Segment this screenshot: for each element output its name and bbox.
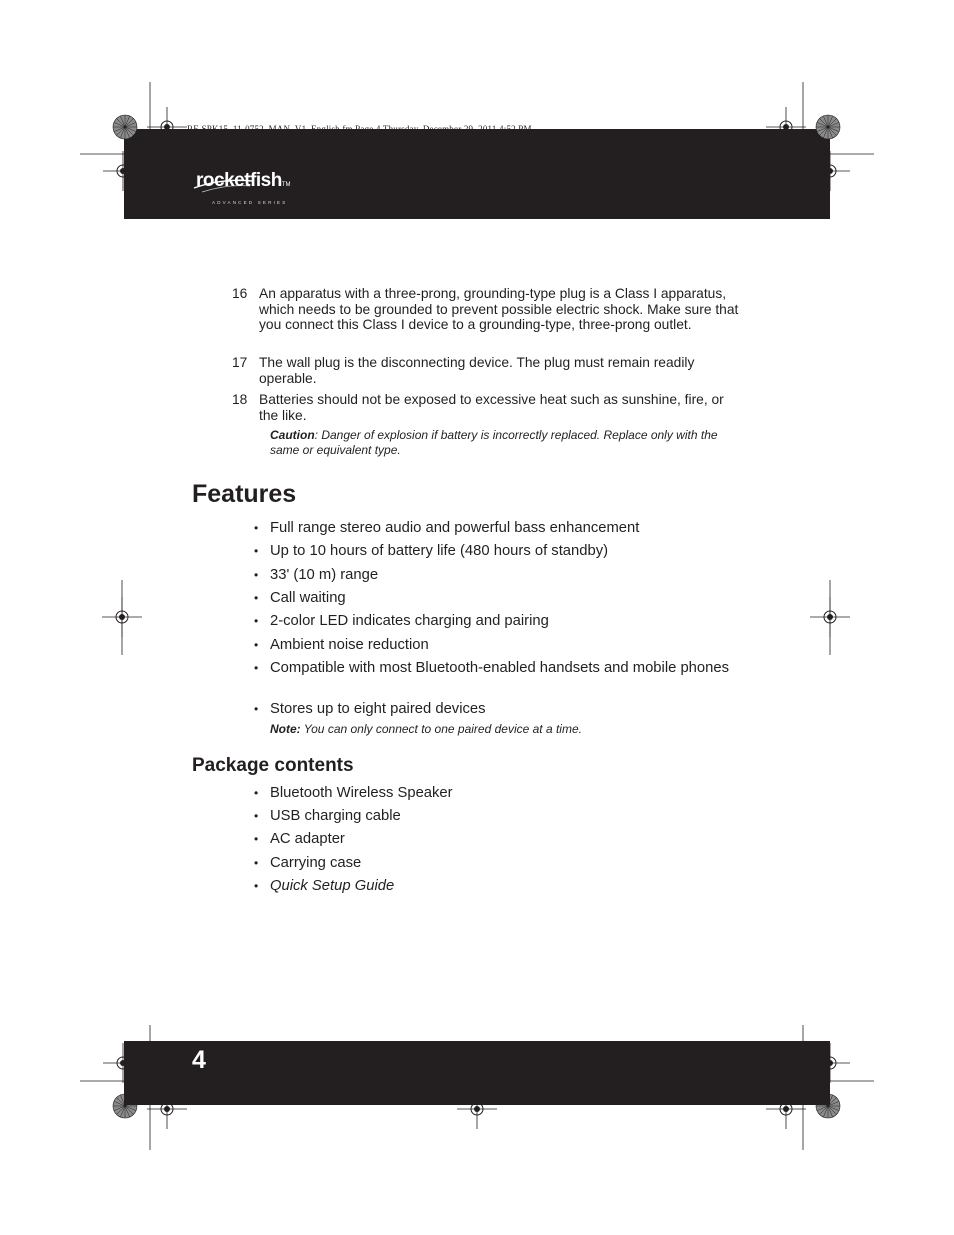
bullet-icon: • bbox=[254, 661, 259, 675]
safety-item-number: 16 bbox=[232, 286, 248, 301]
logo-tm: TM bbox=[281, 182, 291, 188]
feature-text: 2-color LED indicates charging and pairing bbox=[270, 613, 549, 629]
safety-item-text: An apparatus with a three-prong, grounding-type plug is a Class I apparatus, which needs to be grounded to prevent possible electric shock. Make sure that you connect this Class I device to a grounding-type, three-prong outlet. bbox=[259, 286, 739, 332]
safety-item-number: 17 bbox=[232, 355, 248, 370]
bullet-icon: • bbox=[254, 702, 259, 716]
bullet-icon: • bbox=[254, 879, 259, 893]
feature-text: 33' (10 m) range bbox=[270, 567, 379, 583]
bullet-icon: • bbox=[254, 832, 259, 846]
bullet-icon: • bbox=[254, 809, 259, 823]
footer-band bbox=[124, 1041, 830, 1105]
safety-item-text: Batteries should not be exposed to excessive heat such as sunshine, fire, or the like. bbox=[259, 392, 724, 423]
bullet-icon: • bbox=[254, 591, 259, 605]
feature-text: Compatible with most Bluetooth-enabled handsets and mobile phones bbox=[270, 660, 729, 676]
safety-item-number: 18 bbox=[232, 392, 248, 407]
caution-note bbox=[270, 428, 745, 457]
bullet-icon: • bbox=[254, 638, 259, 652]
logo-name: rocketfish bbox=[196, 170, 282, 191]
package-text: Quick Setup Guide bbox=[270, 878, 395, 894]
features-note bbox=[270, 722, 582, 736]
bullet-icon: • bbox=[254, 786, 259, 800]
page-number: 4 bbox=[192, 1046, 206, 1074]
feature-text: Ambient noise reduction bbox=[270, 637, 429, 653]
safety-item-text: The wall plug is the disconnecting device. The plug must remain readily operable. bbox=[259, 355, 695, 386]
features-heading: Features bbox=[192, 480, 297, 508]
note-label: Note: bbox=[270, 722, 301, 736]
bullet-icon: • bbox=[254, 614, 259, 628]
feature-text: Stores up to eight paired devices bbox=[270, 701, 486, 717]
feature-text: Full range stereo audio and powerful bass enhancement bbox=[270, 520, 640, 536]
bullet-icon: • bbox=[254, 568, 259, 582]
bullet-icon: • bbox=[254, 521, 259, 535]
bullet-icon: • bbox=[254, 856, 259, 870]
bullet-icon: • bbox=[254, 544, 259, 558]
feature-text: Up to 10 hours of battery life (480 hours of standby) bbox=[270, 543, 609, 559]
package-text: Carrying case bbox=[270, 855, 362, 871]
note-text: You can only connect to one paired device at a time. bbox=[300, 722, 582, 736]
package-text: Bluetooth Wireless Speaker bbox=[270, 785, 453, 801]
caution-label: Caution bbox=[270, 428, 315, 442]
caution-text: : Danger of explosion if battery is incorrectly replaced. Replace only with the same or equivalent type. bbox=[270, 428, 718, 457]
print-slug: RF-SPK15_11-0752_MAN_V1_English.fm Page 4 Thursday, December 29, 2011 4:52 PM bbox=[187, 124, 532, 134]
package-text: USB charging cable bbox=[270, 808, 401, 824]
logo-subtitle: ADVANCED SERIES bbox=[212, 200, 288, 205]
package-contents-heading: Package contents bbox=[192, 755, 354, 776]
package-text: AC adapter bbox=[270, 831, 345, 847]
feature-text: Call waiting bbox=[270, 590, 346, 606]
